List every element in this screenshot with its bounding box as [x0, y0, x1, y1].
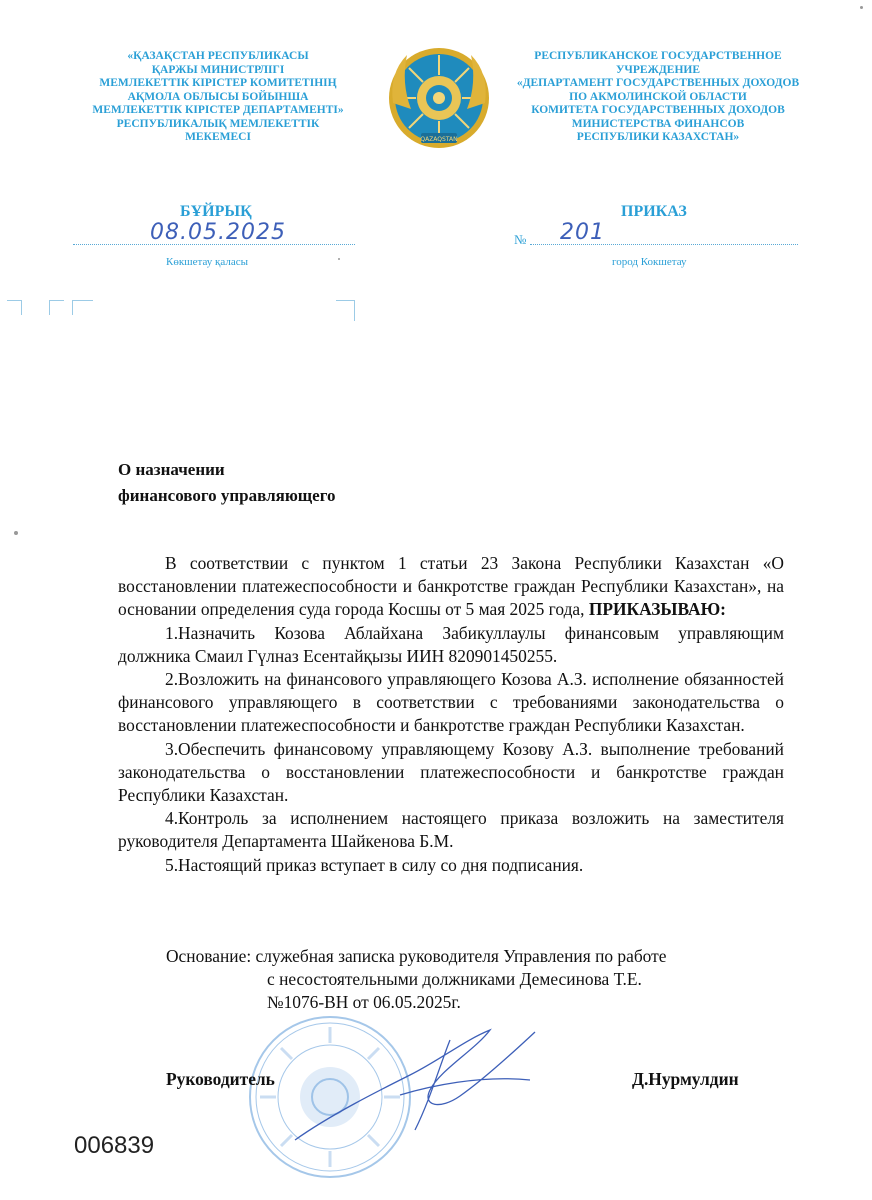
order-subject: [118, 457, 336, 509]
signer-name: Д.Нурмулдин: [632, 1069, 739, 1089]
letterhead-line: АҚМОЛА ОБЛЫСЫ БОЙЫНША: [127, 90, 309, 103]
letterhead-russian: [508, 50, 808, 145]
emblem-caption: QAZAQSTAN: [420, 136, 458, 143]
city-russian: город Кокшетау: [612, 256, 687, 268]
order-item: 1.Назначить Козова Аблайхана Забикуллаулы финансовым управляющим должника Смаил Гүлназ Есентайқызы ИИН 820901450255.: [118, 622, 784, 666]
corner-mark: [72, 300, 93, 315]
basis-line: Основание: служебная записка руководителя Управления по работе: [166, 946, 667, 966]
letterhead-kazakh: [82, 50, 354, 145]
corner-mark: [7, 300, 22, 315]
order-title-russian: ПРИКАЗ: [621, 203, 687, 220]
preamble-paragraph: [118, 552, 784, 622]
letterhead-line: «ҚАЗАҚСТАН РЕСПУБЛИКАСЫ: [127, 50, 309, 62]
letterhead-line: КОМИТЕТА ГОСУДАРСТВЕННЫХ ДОХОДОВ: [531, 104, 785, 116]
registration-number: 006839: [74, 1132, 155, 1159]
subject-line: финансового управляющего: [118, 486, 336, 505]
basis-line: с несостоятельными должниками Демесинова Т.Е.: [267, 969, 642, 990]
letterhead-line: «ДЕПАРТАМЕНТ ГОСУДАРСТВЕННЫХ ДОХОДОВ: [516, 77, 800, 89]
handwritten-signature-icon: [290, 1020, 540, 1145]
order-body: [118, 552, 784, 877]
letterhead-line: РЕСПУБЛИКАНСКОЕ ГОСУДАРСТВЕННОЕ: [534, 50, 782, 62]
letterhead-line: УЧРЕЖДЕНИЕ: [615, 63, 701, 76]
letterhead-line: МЕКЕМЕСІ: [185, 131, 251, 143]
basis-line: №1076-ВН от 06.05.2025г.: [267, 992, 461, 1013]
state-emblem-icon: [385, 43, 493, 153]
order-word: ПРИКАЗЫВАЮ:: [588, 599, 726, 620]
order-number: 201: [560, 220, 605, 245]
order-basis: [166, 945, 666, 1015]
scan-speck: [338, 258, 340, 260]
order-item: 4.Контроль за исполнением настоящего приказа возложить на заместителя руководителя Департамента Шайкенова Б.М.: [118, 808, 784, 852]
city-kazakh: Көкшетау қаласы: [166, 256, 249, 268]
number-sign: №: [514, 232, 527, 247]
number-underline: [530, 244, 798, 245]
order-date: 08.05.2025: [150, 220, 286, 245]
letterhead-line: ҚАРЖЫ МИНИСТРЛІГІ: [151, 63, 285, 76]
letterhead-line: МЕМЛЕКЕТТІК КІРІСТЕР ДЕПАРТАМЕНТІ»: [92, 104, 344, 116]
order-title-kazakh: БҰЙРЫҚ: [180, 203, 252, 220]
letterhead-line: ПО АКМОЛИНСКОЙ ОБЛАСТИ: [569, 90, 747, 103]
letterhead-line: МЕМЛЕКЕТТІК КІРІСТЕР КОМИТЕТІНІҢ: [99, 77, 337, 89]
scan-speck: [860, 6, 863, 9]
letterhead-line: РЕСПУБЛИКИ КАЗАХСТАН»: [576, 131, 740, 143]
letterhead-line: МИНИСТЕРСТВА ФИНАНСОВ: [571, 117, 745, 130]
signer-title: Руководитель: [166, 1069, 275, 1089]
order-item: 3.Обеспечить финансовому управляющему Козову А.З. выполнение требований законодательства о восстановлении платежеспособности и банкротстве граждан Республики Казахстан.: [118, 738, 784, 806]
letterhead-line: РЕСПУБЛИКАЛЫҚ МЕМЛЕКЕТТІК: [116, 117, 320, 130]
preamble-text: В соответствии с пунктом 1 статьи 23 Закона Республики Казахстан «О восстановлении платежеспособности и банкротстве граждан Республики Казахстан», на основании определения суда города Косшы от 5 мая 2025 года,: [118, 553, 784, 620]
corner-mark: [336, 300, 355, 321]
date-underline: [73, 244, 355, 245]
order-item: 2.Возложить на финансового управляющего Козова А.З. исполнение обязанностей финансового управляющего в соответствии с требованиями законодательства о восстановлении платежеспособности и банкротстве граждан Республики Казахстан.: [118, 669, 784, 736]
order-item: 5.Настоящий приказ вступает в силу со дня подписания.: [165, 854, 584, 875]
scan-speck: [14, 531, 18, 535]
subject-line: О назначении: [118, 460, 225, 479]
corner-mark: [49, 300, 64, 315]
